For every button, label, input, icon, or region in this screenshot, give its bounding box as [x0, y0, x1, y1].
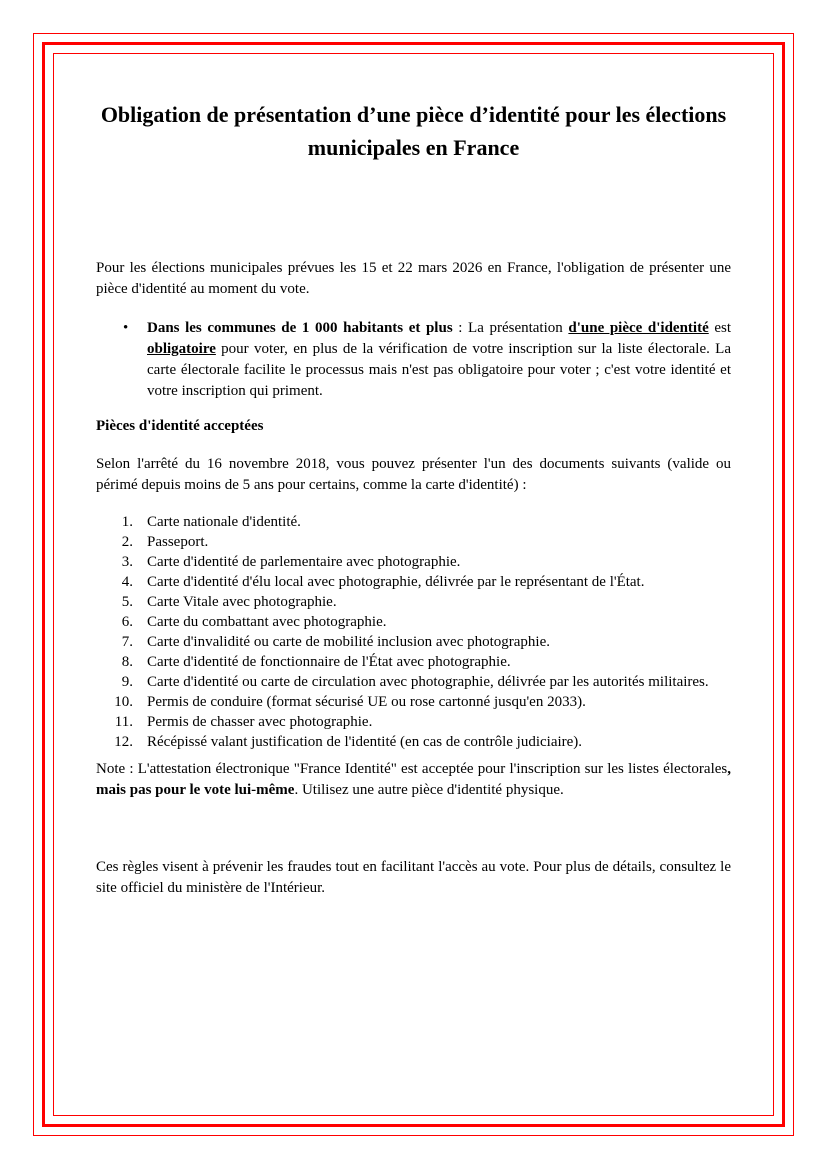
list-item-3 — [96, 552, 731, 572]
list-item-5 — [96, 592, 731, 612]
list-item-12 — [96, 732, 731, 752]
list-item-text: Carte d'identité de fonctionnaire de l'État avec photographie. — [147, 654, 511, 670]
bullet-rest-text: pour voter, en plus de la vérification de votre inscription sur la liste électorale. La carte électorale facilite le processus mais n'est pas obligatoire pour voter ; c'est votre identité et votre inscription qui priment. — [147, 341, 731, 399]
list-item-number: 6. — [121, 614, 133, 630]
list-item-text: Carte d'identité de parlementaire avec photographie. — [147, 554, 461, 570]
bullet-list-item — [96, 318, 731, 402]
list-item-10 — [96, 692, 731, 712]
intro-paragraph: Pour les élections municipales prévues les 15 et 22 mars 2026 en France, l'obligation de présenter une pièce d'identité au moment du vote. — [96, 260, 731, 297]
note-paragraph — [96, 759, 731, 801]
closing-paragraph: Ces règles visent à prévenir les fraudes tout en facilitant l'accès au vote. Pour plus de détails, consultez le site officiel du ministère de l'Intérieur. — [96, 859, 731, 896]
bullet-mid-text: est — [708, 320, 732, 336]
list-item-9 — [96, 672, 731, 692]
list-item-text: Carte Vitale avec photographie. — [147, 594, 337, 610]
list-item-6 — [96, 612, 731, 632]
list-item-text: Carte d'identité d'élu local avec photographie, délivrée par le représentant de l'État. — [147, 574, 645, 590]
list-item-text: Carte du combattant avec photographie. — [147, 614, 387, 630]
list-item-number: 8. — [121, 654, 133, 670]
list-item-number: 3. — [121, 554, 133, 570]
list-item-number: 11. — [114, 714, 133, 730]
list-item-7 — [96, 632, 731, 652]
list-item-text: Passeport. — [147, 534, 209, 550]
list-item-text: Permis de conduire (format sécurisé UE ou rose cartonné jusqu'en 2033). — [147, 694, 586, 710]
list-item-4 — [96, 572, 731, 592]
list-item-number: 2. — [121, 534, 133, 550]
bullet-marker: • — [123, 320, 129, 336]
accepted-id-documents-list — [96, 512, 731, 752]
list-item-number: 4. — [121, 574, 133, 590]
list-item-8 — [96, 652, 731, 672]
list-item-text: Permis de chasser avec photographie. — [147, 714, 373, 730]
list-item-text: Récépissé valant justification de l'identité (en cas de contrôle judiciaire). — [147, 734, 583, 750]
section-heading: Pièces d'identité acceptées — [96, 418, 264, 434]
bullet-underlined-phrase-2: obligatoire — [147, 341, 216, 357]
document-content — [96, 54, 731, 899]
list-item-2 — [96, 532, 731, 552]
bullet-separator-text: : La présentation — [452, 320, 569, 336]
note-tail-text: . Utilisez une autre pièce d'identité physique. — [294, 782, 564, 798]
list-item-number: 9. — [121, 674, 133, 690]
note-bold-text: , mais pas pour le vote lui-même — [96, 761, 731, 798]
list-item-11 — [96, 712, 731, 732]
list-item-number: 7. — [121, 634, 133, 650]
list-item-number: 10. — [114, 694, 133, 710]
list-intro-paragraph: Selon l'arrêté du 16 novembre 2018, vous pouvez présenter l'un des documents suivants (valide ou périmé depuis moins de 5 ans pour certains, comme la carte d'identité) : — [96, 456, 731, 493]
list-item-text: Carte d'invalidité ou carte de mobilité inclusion avec photographie. — [147, 634, 550, 650]
note-lead-text: Note : L'attestation électronique "France Identité" est acceptée pour l'inscription sur les listes électorales — [96, 761, 728, 777]
bullet-bold-lead: Dans les communes de 1 000 habitants et plus — [147, 320, 453, 336]
list-item-number: 12. — [114, 734, 133, 750]
list-item-number: 5. — [121, 594, 133, 610]
list-item-1 — [96, 512, 731, 532]
document-title: Obligation de présentation d’une pièce d’identité pour les élections municipales en France — [100, 102, 727, 160]
bullet-underlined-phrase-1: d'une pièce d'identité — [568, 320, 709, 336]
list-item-text: Carte nationale d'identité. — [147, 514, 301, 530]
list-item-text: Carte d'identité ou carte de circulation avec photographie, délivrée par les autorités militaires. — [147, 674, 709, 690]
list-item-number: 1. — [121, 514, 133, 530]
